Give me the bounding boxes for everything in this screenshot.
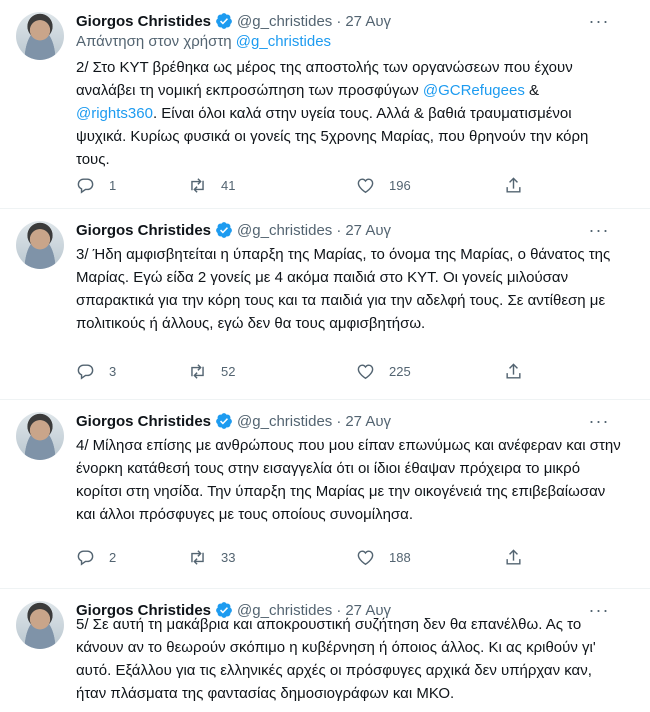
reply-button[interactable] [76,362,116,381]
share-icon [504,362,523,381]
tweet-3[interactable] [0,400,650,588]
verified-badge-icon [215,12,233,30]
author-handle[interactable]: @g_christides [237,601,333,619]
share-icon [504,548,523,567]
tweet-timestamp[interactable]: 27 Αυγ [345,601,392,619]
tweet-text: 3/ Ήδη αμφισβητείται η ύπαρξη της Μαρίας, το όνομα της Μαρίας, ο θάνατος της Μαρίας. Εγώ είδα 2 γονείς με 4 ακόμα παιδιά στο ΚΥΤ. Οι γονείς μιλούσαν σπαρακτικά για την κόρη τους και τα παιδιά για την αδελφή τους. Σε αντίθεση με πολιτικούς ή άλλους, εγώ δεν θα τους αμφισβητήσω. [76,246,611,332]
tweet-header [76,10,391,32]
like-count: 196 [389,177,411,193]
avatar[interactable] [16,601,64,649]
text-part: . Είναι όλοι καλά στην υγεία τους. Αλλά & βαθιά τραυματισμένοι ψυχικά. Κυρίως φυσικά οι γονείς της 5χρονης Μαρίας, που θρηνούν την κόρη τους. [76,105,589,168]
retweet-icon [188,548,207,567]
like-count: 188 [389,549,411,565]
tweet-timestamp[interactable]: 27 Αυγ [345,12,392,30]
like-button[interactable] [356,362,411,381]
retweet-button[interactable] [188,176,235,195]
reply-count: 1 [109,177,117,193]
retweet-count: 41 [221,177,236,193]
reply-icon [76,176,95,195]
reply-count: 2 [109,549,117,565]
avatar[interactable] [16,12,64,60]
retweet-count: 33 [221,549,236,565]
share-button[interactable] [504,548,537,567]
author-name[interactable]: Giorgos Christides [76,601,212,619]
tweet-timestamp[interactable]: 27 Αυγ [345,412,392,430]
reply-icon [76,548,95,567]
text-part: 2/ Στο ΚΥΤ βρέθηκα ως μέρος της αποστολής των οργανώσεων που έχουν αναλάβει τη νομική εκπροσώπηση των προσφύγων [76,59,573,99]
share-icon [504,176,523,195]
mention-link-rights360[interactable]: @rights360 [76,105,153,122]
tweet-text: 4/ Μίλησα επίσης με ανθρώπους που μου είπαν επωνύμως και ανέφεραν και στην ένορκη κατάθεσή τους στην εισαγγελία ότι οι ίδιοι έθαψαν πρόχειρα το μικρό κορίτσι στη νησίδα. Την ύπαρξη της Μαρίας με την οικογένειά της επιβεβαίωσαν και άλλοι πρόσφυγες με τους οποίους συνομίλησα. [76,437,621,523]
reply-icon [76,362,95,381]
retweet-count: 52 [221,363,236,379]
avatar[interactable] [16,221,64,269]
reply-context [76,33,331,50]
tweet-actions [76,360,526,382]
heart-icon [356,362,375,381]
share-button[interactable] [504,176,537,195]
tweet-actions [76,546,526,568]
tweet-timestamp[interactable]: 27 Αυγ [345,221,392,239]
retweet-icon [188,176,207,195]
retweet-button[interactable] [188,548,235,567]
like-button[interactable] [356,548,411,567]
retweet-icon [188,362,207,381]
reply-count: 3 [109,363,117,379]
reply-prefix: Απάντηση στον χρήστη [76,33,236,50]
like-count: 225 [389,363,411,379]
separator-dot: · [336,412,342,430]
text-part: & [524,82,540,99]
reply-button[interactable] [76,548,116,567]
verified-badge-icon [215,412,233,430]
tweet-text [76,56,624,171]
share-button[interactable] [504,362,537,381]
author-name[interactable]: Giorgos Christides [76,412,212,430]
reply-handle-link[interactable]: @g_christides [235,33,332,50]
separator-dot: · [336,601,342,619]
separator-dot: · [336,12,342,30]
avatar[interactable] [16,412,64,460]
tweet-1[interactable] [0,0,650,208]
like-button[interactable] [356,176,411,195]
heart-icon [356,176,375,195]
tweet-4[interactable] [0,589,650,712]
more-options-icon[interactable]: ··· [588,599,610,620]
tweet-header [76,410,391,432]
tweet-2[interactable] [0,209,650,399]
author-name[interactable]: Giorgos Christides [76,221,212,239]
author-name[interactable]: Giorgos Christides [76,12,212,30]
retweet-button[interactable] [188,362,235,381]
more-options-icon[interactable]: ··· [588,410,610,431]
tweet-actions [76,174,526,196]
tweet-header [76,219,391,241]
verified-badge-icon [215,221,233,239]
heart-icon [356,548,375,567]
author-handle[interactable]: @g_christides [237,412,333,430]
tweet-text: 5/ Σε αυτή τη μακάβρια και αποκρουστική συζήτηση δεν θα επανέλθω. Ας το κάνουν αν το θεωρούν σκόπιμο η κυβέρνηση ή όποιος άλλος. Κι ας κριθούν γι' αυτό. Εξάλλου για τις ελληνικές αρχές οι πρόσφυγες αρχικά δεν υπήρχαν καν, ήταν πλάσματα της φαντασίας δημοσιογράφων και ΜΚΟ. [76,616,596,702]
mention-link-gcrefugees[interactable]: @GCRefugees [422,82,525,99]
author-handle[interactable]: @g_christides [237,12,333,30]
author-handle[interactable]: @g_christides [237,221,333,239]
reply-button[interactable] [76,176,116,195]
more-options-icon[interactable]: ··· [588,10,610,31]
separator-dot: · [336,221,342,239]
more-options-icon[interactable]: ··· [588,219,610,240]
